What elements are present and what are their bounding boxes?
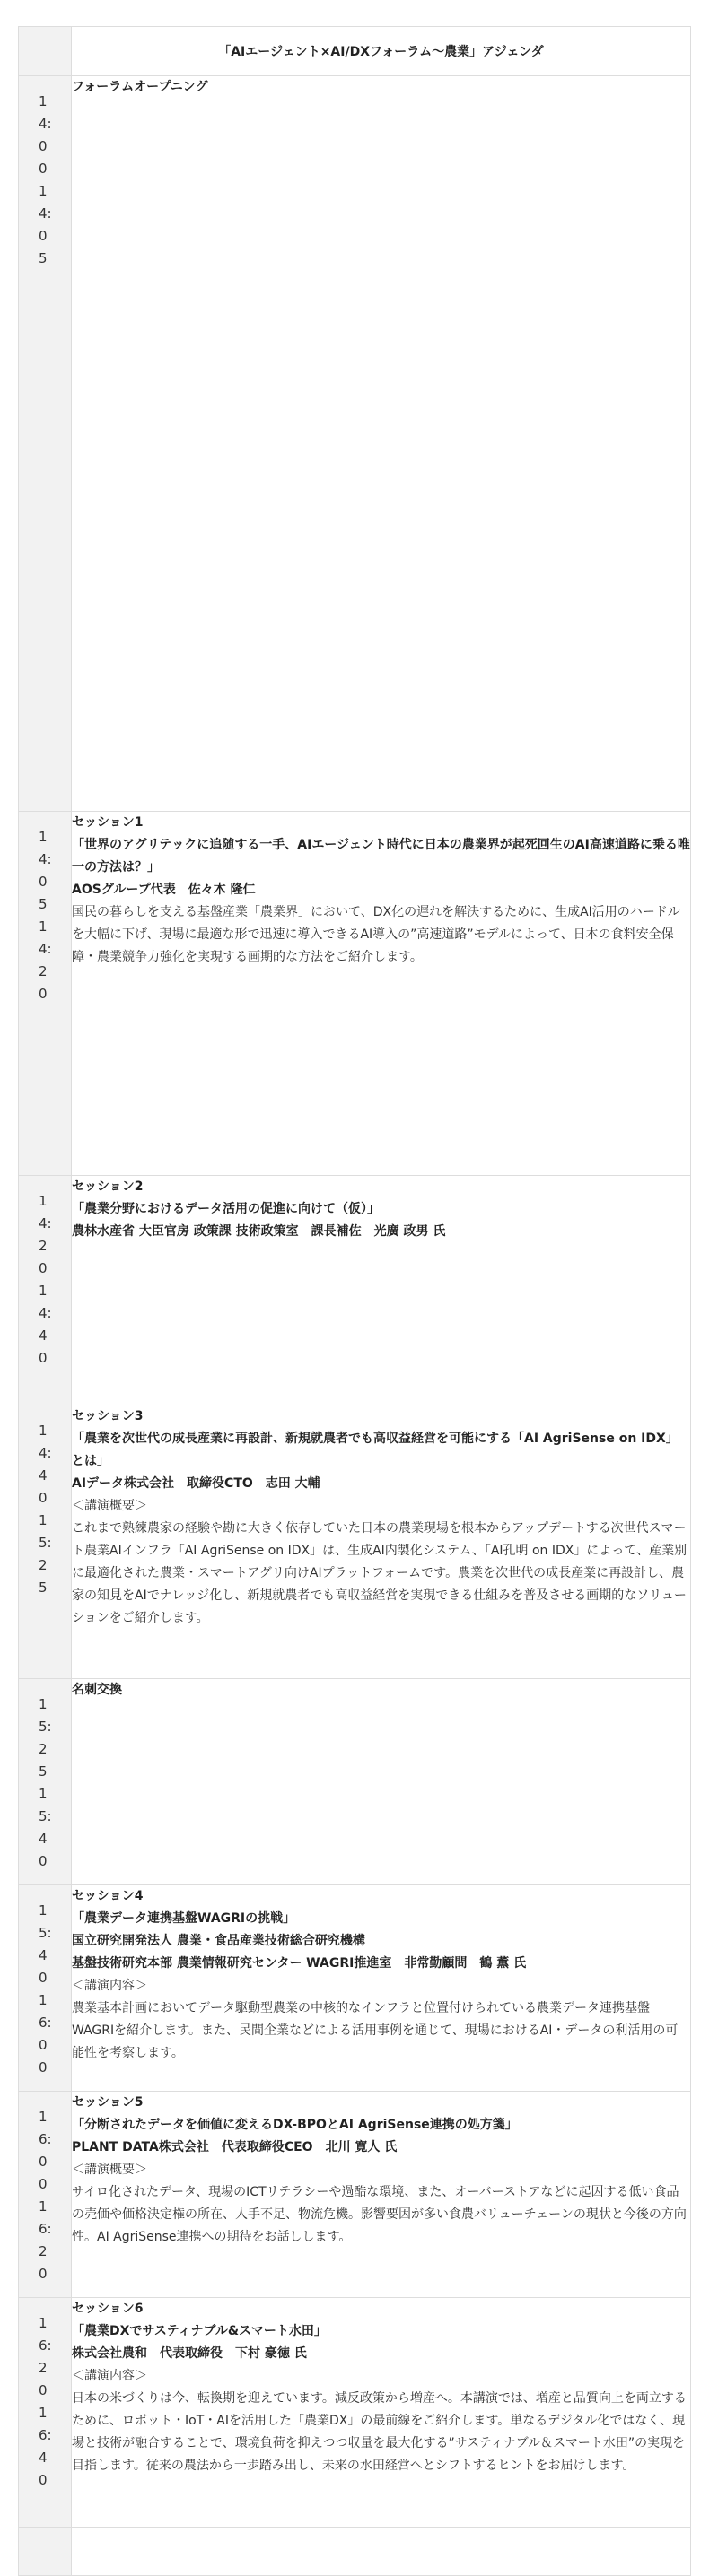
agenda-row [19, 76, 691, 812]
time-cell [19, 1679, 72, 1885]
session-content [72, 812, 691, 1176]
session-heading-line: 基盤技術研究本部 農業情報研究センター WAGRI推進室 非常勤顧問 鶴 薫 氏 [72, 1956, 527, 1971]
time-range: 15:4016:00 [39, 1902, 52, 2076]
agenda-table [18, 26, 691, 2576]
session-content [72, 1885, 691, 2092]
session-heading-line: AIデータ株式会社 取締役CTO 志田 大輔 [72, 1476, 320, 1491]
agenda-body [19, 76, 691, 2576]
session-heading-line: 「農業DXでサスティナブル&スマート水田」 [72, 2324, 327, 2338]
session-description-line: ＜講演内容＞ [72, 1979, 147, 1993]
header-row [19, 27, 691, 76]
agenda-row [19, 812, 691, 1176]
time-cell [19, 1885, 72, 2092]
session-heading-line: 「世界のアグリテックに追随する一手、AIエージェント時代に日本の農業界が起死回生のAI高速道路に乗る唯一の方法は？」 [72, 838, 690, 875]
session-description-line: ＜講演内容＞ [72, 2369, 147, 2383]
session-heading-line: 株式会社農和 代表取締役 下村 豪徳 氏 [72, 2346, 307, 2361]
agenda-row [19, 2298, 691, 2528]
agenda-row [19, 2092, 691, 2298]
session-heading-line: 名刺交換 [72, 1683, 122, 1697]
session-heading-line: セッション6 [72, 2302, 144, 2316]
session-heading-line: セッション3 [72, 1409, 144, 1423]
session-heading-line: 国立研究開発法人 農業・食品産業技術総合研究機構 [72, 1934, 365, 1948]
time-range: 14:0514:20 [39, 829, 52, 1002]
session-description-line: 日本の米づくりは今、転換期を迎えています。減反政策から増産へ。本講演では、増産と品質向上を両立するために、ロボット・IoT・AIを活用した「農業DX」の最前線をご紹介します。単なるデジタル化ではなく、現場と技術が融合することで、環境負荷を抑えつつ収量を最大化する”サスティナブル＆スマート水田”の実現を目指します。従来の農法から一歩踏み出し、未来の水田経営へとシフトするヒントをお届けします。 [72, 2391, 687, 2473]
time-cell [19, 2092, 72, 2298]
time-cell [19, 1405, 72, 1679]
session-heading-line: PLANT DATA株式会社 代表取締役CEO 北川 寛人 氏 [72, 2140, 398, 2154]
session-heading-line: フォーラムオープニング [72, 80, 208, 94]
session-content [72, 2092, 691, 2298]
session-description-line: サイロ化されたデータ、現場のICTリテラシーや過酷な環境、また、オーバーストアなどに起因する低い食品の売価や価格決定権の所在、人手不足、物流危機。影響要因が多い食農バリューチェーンの現状と今後の方向性。AI AgriSense連携への期待をお話しします。 [72, 2185, 687, 2244]
session-description-line: ＜講演概要＞ [72, 1499, 147, 1513]
time-range: 15:2515:40 [39, 1696, 52, 1869]
time-range: 16:2016:40 [39, 2315, 52, 2488]
agenda-row [19, 1405, 691, 1679]
session-heading-line: セッション5 [72, 2095, 144, 2110]
session-content [72, 1176, 691, 1405]
session-content [72, 1405, 691, 1679]
time-range: 16:0016:20 [39, 2109, 52, 2282]
session-content [72, 76, 691, 812]
agenda-title: 「AIエージェント×AI/DXフォーラム〜農業」アジェンダ [72, 27, 691, 76]
header-corner-cell [19, 27, 72, 76]
session-heading-line: 「分断されたデータを価値に変えるDX-BPOとAI AgriSense連携の処方箋」 [72, 2118, 518, 2132]
session-description-line: ＜講演概要＞ [72, 2163, 147, 2177]
session-heading-line: AOSグループ代表 佐々木 隆仁 [72, 883, 256, 897]
session-heading-line: 「農業データ連携基盤WAGRIの挑戦」 [72, 1911, 296, 1926]
agenda-row [19, 1885, 691, 2092]
session-heading-line: 「農業を次世代の成長産業に再設計、新規就農者でも高収益経営を可能にする「AI AgriSense on IDX」とは」 [72, 1432, 679, 1468]
time-cell [19, 2528, 72, 2576]
session-heading-line: 農林水産省 大臣官房 政策課 技術政策室 課長補佐 光廣 政男 氏 [72, 1224, 446, 1239]
time-cell [19, 812, 72, 1176]
session-content [72, 2528, 691, 2576]
time-range: 14:0014:05 [39, 93, 52, 266]
time-cell [19, 76, 72, 812]
agenda-row [19, 2528, 691, 2576]
time-cell [19, 1176, 72, 1405]
session-content [72, 1679, 691, 1885]
session-heading-line: 「農業分野におけるデータ活用の促進に向けて（仮）」 [72, 1202, 380, 1216]
session-heading-line: セッション4 [72, 1889, 144, 1903]
session-content [72, 2298, 691, 2528]
agenda-row [19, 1679, 691, 1885]
time-range: 14:2014:40 [39, 1193, 52, 1366]
session-description-line: 国民の暮らしを支える基盤産業「農業界」において、DX化の遅れを解決するために、生成AI活用のハードルを大幅に下げ、現場に最適な形で迅速に導入できるAI導入の”高速道路”モデルによって、日本の食料安全保障・農業競争力強化を実現する画期的な方法をご紹介します。 [72, 905, 680, 964]
time-range: 14:4015:25 [39, 1423, 52, 1596]
session-description-line: これまで熟練農家の経験や勘に大きく依存していた日本の農業現場を根本からアップデートする次世代スマート農業AIインフラ「AI AgriSense on IDX」は、生成AI内製化システム、「AI孔明 on IDX」によって、産業別に最適化された農業・スマートアグリ向けAIプラットフォームです。農業を次世代の成長産業に再設計し、農家の知見をAIでナレッジ化し、新規就農者でも高収益経営を実現できる仕組みを普及させる画期的なソリューションをご紹介します。 [72, 1521, 687, 1625]
session-heading-line: セッション1 [72, 815, 144, 830]
session-heading-line: セッション2 [72, 1179, 144, 1194]
time-cell [19, 2298, 72, 2528]
agenda-row [19, 1176, 691, 1405]
session-description-line: 農業基本計画においてデータ駆動型農業の中核的なインフラと位置付けられている農業データ連携基盤WAGRIを紹介します。また、民間企業などによる活用事例を通じて、現場におけるAI・データの利活用の可能性を考察します。 [72, 2001, 679, 2060]
